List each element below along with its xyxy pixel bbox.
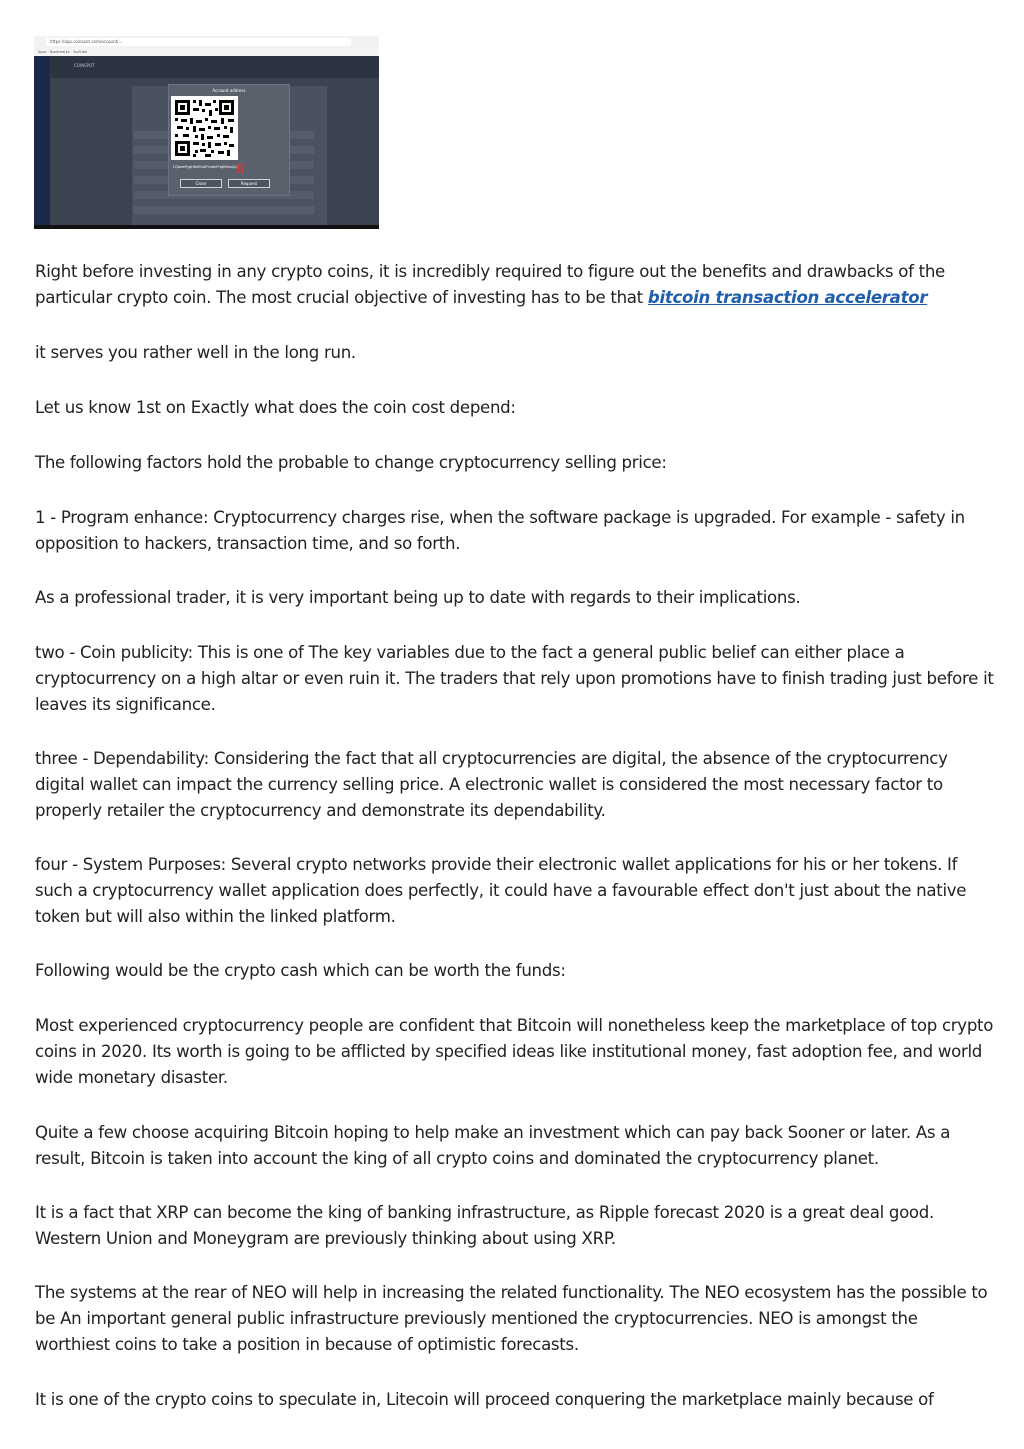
paragraph: 1 - Program enhance: Cryptocurrency charges rise, when the software package is upgraded. For example - safety in opposition to hackers, transaction time, and so forth. — [35, 508, 965, 553]
screenshot-image — [34, 36, 379, 229]
paragraph: Quite a few choose acquiring Bitcoin hoping to help make an investment which can pay back Sooner or later. As a result, Bitcoin is taken into account the king of all crypto coins and dominated the cryptocurrency planet. — [35, 1123, 951, 1168]
paragraph-intro — [35, 259, 995, 311]
app-sidebar — [34, 56, 50, 229]
paragraph: It is a fact that XRP can become the king of banking infrastructure, as Ripple forecast 2020 is a great deal good. Western Union and Moneygram are previously thinking about using XRP. — [35, 1203, 934, 1248]
bitcoin-accelerator-link[interactable]: bitcoin transaction accelerator — [647, 288, 928, 307]
request-button[interactable]: Request — [228, 179, 270, 188]
close-button[interactable]: Close — [180, 179, 222, 188]
paragraph: it serves you rather well in the long run. — [35, 343, 356, 362]
address-bar: https://app.coinspot.com/account/... — [46, 38, 351, 46]
paragraph: Most experienced cryptocurrency people are confident that Bitcoin will nonetheless keep the marketplace of top crypto coins in 2020. Its worth is going to be afflicted by specified ideas like institutional money, fast adoption fee, and world wide monetary disaster. — [35, 1016, 994, 1087]
paragraph: It is one of the crypto coins to speculate in, Litecoin will proceed conquering the marketplace mainly because of — [35, 1390, 934, 1409]
paragraph: The systems at the rear of NEO will help in increasing the related functionality. The NEO ecosystem has the possible to be An important general public infrastructure previously mentioned the cryptocurrencies. NEO is amongst the worthiest coins to take a position in because of optimistic forecasts. — [35, 1283, 988, 1354]
app-brand: COINSPOT — [74, 63, 95, 68]
bookmarks-bar: Apps · Bookmarks · YouTube — [34, 49, 379, 56]
paragraph: As a professional trader, it is very important being up to date with regards to their implications. — [35, 588, 801, 607]
copy-address-box[interactable] — [238, 164, 243, 173]
paragraph: four - System Purposes: Several crypto networks provide their electronic wallet applications for his or her tokens. If such a cryptocurrency wallet application does perfectly, it could have a favourable effect don't just about the native token but will also within the linked platform. — [35, 855, 967, 926]
paragraph: two - Coin publicity: This is one of The key variables due to the fact a general public belief can either place a cryptocurrency on a high altar or even ruin it. The traders that rely upon promotions have to finish trading just before it leaves its significance. — [35, 643, 994, 714]
modal-title: Account address — [212, 88, 246, 93]
paragraph-text: Right before investing in any crypto coins, it is incredibly required to figure out the benefits and drawbacks of the particular crypto coin. The most crucial objective of investing has to be that — [35, 262, 945, 307]
browser-chrome — [34, 36, 379, 50]
paragraph: three - Dependability: Considering the fact that all cryptocurrencies are digital, the absence of the cryptocurrency digital wallet can impact the currency selling price. A electronic wallet is considered the most necessary factor to properly retailer the cryptocurrency and demonstrate its dependability. — [35, 749, 948, 820]
paragraph: Let us know 1st on Exactly what does the coin cost depend: — [35, 398, 516, 417]
qr-code-icon — [171, 96, 238, 160]
list-row — [134, 206, 314, 214]
taskbar — [34, 225, 379, 229]
paragraph: Following would be the crypto cash which can be worth the funds: — [35, 961, 566, 980]
paragraph: The following factors hold the probable to change cryptocurrency selling price: — [35, 453, 667, 472]
app-topbar — [50, 56, 379, 78]
wallet-address: 1QbwePygH6kEfqZFtnbkFHgM5bqZy3 — [172, 165, 240, 169]
